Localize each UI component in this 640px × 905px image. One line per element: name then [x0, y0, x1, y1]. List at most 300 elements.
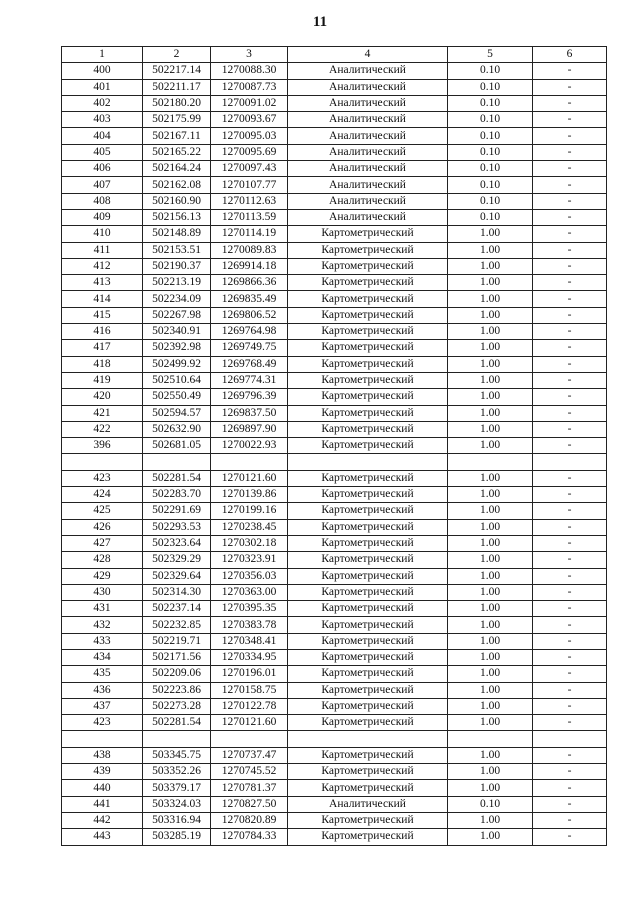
- table-cell: -: [533, 324, 607, 340]
- table-cell: 503285.19: [143, 829, 211, 845]
- table-cell: 411: [62, 242, 143, 258]
- table-cell: 424: [62, 487, 143, 503]
- table-cell: 502323.64: [143, 535, 211, 551]
- table-cell: 405: [62, 144, 143, 160]
- table-cell: 412: [62, 258, 143, 274]
- table-cell: -: [533, 503, 607, 519]
- table-cell: Картометрический: [288, 438, 448, 454]
- table-cell: 1270087.73: [211, 79, 288, 95]
- table-cell: 407: [62, 177, 143, 193]
- table-cell: 408: [62, 193, 143, 209]
- table-cell: 426: [62, 519, 143, 535]
- table-cell: 502219.71: [143, 633, 211, 649]
- table-cell: 503345.75: [143, 747, 211, 763]
- table-cell: 1269897.90: [211, 421, 288, 437]
- table-cell: 1.00: [448, 226, 533, 242]
- table-cell: 1270334.95: [211, 649, 288, 665]
- table-cell: -: [533, 63, 607, 79]
- table-cell: 433: [62, 633, 143, 649]
- table-cell: -: [533, 438, 607, 454]
- table-cell: [448, 731, 533, 747]
- table-cell: 503352.26: [143, 764, 211, 780]
- table-row: [62, 503, 607, 519]
- table-cell: 502237.14: [143, 601, 211, 617]
- table-row: [62, 161, 607, 177]
- table-cell: Картометрический: [288, 617, 448, 633]
- table-cell: -: [533, 421, 607, 437]
- table-cell: 1270199.16: [211, 503, 288, 519]
- table-cell: [533, 454, 607, 470]
- table-cell: 404: [62, 128, 143, 144]
- table-cell: Картометрический: [288, 389, 448, 405]
- table-row: [62, 584, 607, 600]
- table-cell: -: [533, 470, 607, 486]
- table-cell: 0.10: [448, 177, 533, 193]
- table-cell: 1270114.19: [211, 226, 288, 242]
- table-cell: -: [533, 275, 607, 291]
- table-cell: -: [533, 177, 607, 193]
- table-cell: 410: [62, 226, 143, 242]
- table-cell: 415: [62, 307, 143, 323]
- table-cell: 1.00: [448, 633, 533, 649]
- table-row: [62, 698, 607, 714]
- table-cell: 502340.91: [143, 324, 211, 340]
- table-cell: [533, 731, 607, 747]
- table-row: [62, 95, 607, 111]
- table-cell: -: [533, 552, 607, 568]
- table-row: [62, 324, 607, 340]
- table-cell: Картометрический: [288, 487, 448, 503]
- table-row: [62, 747, 607, 763]
- table-cell: 502681.05: [143, 438, 211, 454]
- table-cell: -: [533, 584, 607, 600]
- table-row: [62, 389, 607, 405]
- table-cell: 502392.98: [143, 340, 211, 356]
- table-cell: 1.00: [448, 747, 533, 763]
- table-cell: 1270363.00: [211, 584, 288, 600]
- table-row: [62, 307, 607, 323]
- table-cell: 0.10: [448, 95, 533, 111]
- table-cell: 1270383.78: [211, 617, 288, 633]
- table-cell: Картометрический: [288, 503, 448, 519]
- table-row: [62, 796, 607, 812]
- table-cell: [211, 454, 288, 470]
- table-cell: 1269768.49: [211, 356, 288, 372]
- table-cell: Аналитический: [288, 161, 448, 177]
- table-row: [62, 812, 607, 828]
- table-cell: -: [533, 95, 607, 111]
- table-cell: Картометрический: [288, 405, 448, 421]
- table-row: [62, 780, 607, 796]
- table-cell: 1.00: [448, 552, 533, 568]
- table-cell: Картометрический: [288, 682, 448, 698]
- table-cell: 1.00: [448, 421, 533, 437]
- table-cell: -: [533, 226, 607, 242]
- table-cell: -: [533, 307, 607, 323]
- table-cell: -: [533, 535, 607, 551]
- table-cell: [143, 731, 211, 747]
- table-row: [62, 275, 607, 291]
- table-cell: -: [533, 372, 607, 388]
- table-cell: 1270139.86: [211, 487, 288, 503]
- table-cell: Картометрический: [288, 633, 448, 649]
- table-cell: 1.00: [448, 291, 533, 307]
- table-cell: 1270107.77: [211, 177, 288, 193]
- table-cell: 502180.20: [143, 95, 211, 111]
- table-cell: -: [533, 242, 607, 258]
- table-cell: 439: [62, 764, 143, 780]
- column-header: 6: [533, 47, 607, 63]
- table-cell: Картометрический: [288, 552, 448, 568]
- table-cell: 0.10: [448, 209, 533, 225]
- table-row: [62, 666, 607, 682]
- table-cell: Аналитический: [288, 112, 448, 128]
- table-cell: 1269837.50: [211, 405, 288, 421]
- table-cell: 502171.56: [143, 649, 211, 665]
- column-header: 3: [211, 47, 288, 63]
- table-row: [62, 112, 607, 128]
- table-cell: 502167.11: [143, 128, 211, 144]
- table-cell: -: [533, 829, 607, 845]
- table-cell: 430: [62, 584, 143, 600]
- table-row: [62, 340, 607, 356]
- table-cell: 502550.49: [143, 389, 211, 405]
- table-cell: 0.10: [448, 63, 533, 79]
- table-row: [62, 438, 607, 454]
- table-cell: 1269835.49: [211, 291, 288, 307]
- table-cell: 502211.17: [143, 79, 211, 95]
- table-cell: 1270112.63: [211, 193, 288, 209]
- table-cell: 402: [62, 95, 143, 111]
- table-cell: Картометрический: [288, 242, 448, 258]
- table-row: [62, 193, 607, 209]
- table-cell: 442: [62, 812, 143, 828]
- table-cell: Картометрический: [288, 226, 448, 242]
- table-cell: 1.00: [448, 405, 533, 421]
- table-cell: 1270121.60: [211, 715, 288, 731]
- table-row: [62, 552, 607, 568]
- table-cell: -: [533, 193, 607, 209]
- table-cell: 1.00: [448, 487, 533, 503]
- table-cell: 502232.85: [143, 617, 211, 633]
- table-cell: 502164.24: [143, 161, 211, 177]
- table-cell: 1.00: [448, 258, 533, 274]
- table-cell: 1270089.83: [211, 242, 288, 258]
- table-cell: -: [533, 487, 607, 503]
- table-cell: -: [533, 79, 607, 95]
- table-row: [62, 209, 607, 225]
- column-header: 5: [448, 47, 533, 63]
- table-row: [62, 79, 607, 95]
- table-row: [62, 421, 607, 437]
- table-cell: 502632.90: [143, 421, 211, 437]
- table-cell: 1.00: [448, 503, 533, 519]
- table-cell: 502148.89: [143, 226, 211, 242]
- table-cell: 1269914.18: [211, 258, 288, 274]
- table-cell: -: [533, 796, 607, 812]
- table-cell: Картометрический: [288, 307, 448, 323]
- table-cell: 1270095.03: [211, 128, 288, 144]
- table-cell: 421: [62, 405, 143, 421]
- table-cell: -: [533, 812, 607, 828]
- table-cell: 1.00: [448, 584, 533, 600]
- table-cell: 502281.54: [143, 470, 211, 486]
- table-cell: 1270158.75: [211, 682, 288, 698]
- table-cell: 1270302.18: [211, 535, 288, 551]
- table-cell: -: [533, 258, 607, 274]
- table-cell: 440: [62, 780, 143, 796]
- table-spacer-row: [62, 454, 607, 470]
- table-header-row: [62, 47, 607, 63]
- table-cell: -: [533, 780, 607, 796]
- table-cell: 502510.64: [143, 372, 211, 388]
- table-cell: Картометрический: [288, 715, 448, 731]
- table-cell: 400: [62, 63, 143, 79]
- table-cell: 1270088.30: [211, 63, 288, 79]
- table-cell: 1269749.75: [211, 340, 288, 356]
- table-cell: 1270356.03: [211, 568, 288, 584]
- table-cell: -: [533, 161, 607, 177]
- table-cell: 423: [62, 715, 143, 731]
- table-cell: 409: [62, 209, 143, 225]
- table-cell: 502165.22: [143, 144, 211, 160]
- table-cell: Картометрический: [288, 666, 448, 682]
- table-cell: 1.00: [448, 617, 533, 633]
- table-cell: 1270196.01: [211, 666, 288, 682]
- table-cell: 1269866.36: [211, 275, 288, 291]
- table-cell: Картометрический: [288, 698, 448, 714]
- table-row: [62, 128, 607, 144]
- column-header: 1: [62, 47, 143, 63]
- table-cell: 417: [62, 340, 143, 356]
- table-cell: 0.10: [448, 193, 533, 209]
- table-row: [62, 649, 607, 665]
- table-cell: 437: [62, 698, 143, 714]
- table-row: [62, 487, 607, 503]
- table-cell: Картометрический: [288, 258, 448, 274]
- table-cell: 1270745.52: [211, 764, 288, 780]
- table-cell: 1.00: [448, 519, 533, 535]
- table-cell: 1.00: [448, 649, 533, 665]
- table-cell: 429: [62, 568, 143, 584]
- table-cell: 502217.14: [143, 63, 211, 79]
- table-cell: -: [533, 291, 607, 307]
- table-cell: Картометрический: [288, 421, 448, 437]
- table-row: [62, 633, 607, 649]
- table-cell: Картометрический: [288, 470, 448, 486]
- table-cell: 1270820.89: [211, 812, 288, 828]
- table-cell: 1.00: [448, 356, 533, 372]
- table-row: [62, 535, 607, 551]
- table-cell: 1.00: [448, 780, 533, 796]
- table-row: [62, 601, 607, 617]
- table-row: [62, 617, 607, 633]
- table-cell: 434: [62, 649, 143, 665]
- table-cell: -: [533, 144, 607, 160]
- table-spacer-row: [62, 731, 607, 747]
- table-cell: 1.00: [448, 340, 533, 356]
- table-cell: -: [533, 405, 607, 421]
- table-cell: 503379.17: [143, 780, 211, 796]
- table-cell: [62, 731, 143, 747]
- table-cell: 406: [62, 161, 143, 177]
- table-cell: 432: [62, 617, 143, 633]
- table-cell: 502291.69: [143, 503, 211, 519]
- table-cell: 0.10: [448, 144, 533, 160]
- table-cell: 396: [62, 438, 143, 454]
- table-cell: 435: [62, 666, 143, 682]
- table-cell: -: [533, 764, 607, 780]
- table-cell: -: [533, 617, 607, 633]
- table-cell: 1.00: [448, 698, 533, 714]
- table-cell: 502329.64: [143, 568, 211, 584]
- table-cell: 1270022.93: [211, 438, 288, 454]
- table-row: [62, 715, 607, 731]
- table-cell: 503316.94: [143, 812, 211, 828]
- table-row: [62, 682, 607, 698]
- table-cell: Картометрический: [288, 584, 448, 600]
- table-row: [62, 764, 607, 780]
- table-cell: 502281.54: [143, 715, 211, 731]
- table-cell: 1269806.52: [211, 307, 288, 323]
- table-cell: 1.00: [448, 715, 533, 731]
- table-row: [62, 226, 607, 242]
- table-cell: 503324.03: [143, 796, 211, 812]
- table-cell: 502160.90: [143, 193, 211, 209]
- table-cell: 441: [62, 796, 143, 812]
- table-cell: 418: [62, 356, 143, 372]
- table-cell: 502499.92: [143, 356, 211, 372]
- table-cell: 1270091.02: [211, 95, 288, 111]
- table-cell: 1270737.47: [211, 747, 288, 763]
- table-cell: 403: [62, 112, 143, 128]
- table-cell: -: [533, 389, 607, 405]
- table-cell: 1.00: [448, 764, 533, 780]
- table-cell: 1.00: [448, 242, 533, 258]
- table-cell: Аналитический: [288, 79, 448, 95]
- table-row: [62, 63, 607, 79]
- table-cell: Аналитический: [288, 95, 448, 111]
- table-cell: -: [533, 128, 607, 144]
- table-cell: -: [533, 649, 607, 665]
- table-row: [62, 372, 607, 388]
- table-cell: 502234.09: [143, 291, 211, 307]
- table-cell: 502209.06: [143, 666, 211, 682]
- table-cell: [62, 454, 143, 470]
- table-cell: -: [533, 698, 607, 714]
- table-cell: Аналитический: [288, 796, 448, 812]
- table-cell: 423: [62, 470, 143, 486]
- table-cell: 502273.28: [143, 698, 211, 714]
- table-cell: [143, 454, 211, 470]
- table-cell: 0.10: [448, 79, 533, 95]
- table-cell: 1.00: [448, 601, 533, 617]
- table-cell: 1269796.39: [211, 389, 288, 405]
- table-cell: 502162.08: [143, 177, 211, 193]
- table-cell: 428: [62, 552, 143, 568]
- table-cell: -: [533, 356, 607, 372]
- table-cell: Картометрический: [288, 519, 448, 535]
- table-cell: Аналитический: [288, 209, 448, 225]
- table-cell: 1270323.91: [211, 552, 288, 568]
- table-row: [62, 291, 607, 307]
- table-cell: 1270095.69: [211, 144, 288, 160]
- table-cell: -: [533, 715, 607, 731]
- table-cell: 0.10: [448, 161, 533, 177]
- table-cell: -: [533, 519, 607, 535]
- table-cell: 416: [62, 324, 143, 340]
- table-row: [62, 470, 607, 486]
- table-row: [62, 519, 607, 535]
- table-cell: 502223.86: [143, 682, 211, 698]
- table-cell: -: [533, 747, 607, 763]
- table-cell: 1.00: [448, 568, 533, 584]
- column-header: 4: [288, 47, 448, 63]
- table-row: [62, 568, 607, 584]
- table-cell: 1270238.45: [211, 519, 288, 535]
- table-cell: Аналитический: [288, 144, 448, 160]
- table-row: [62, 405, 607, 421]
- table-cell: [448, 454, 533, 470]
- table-cell: 1.00: [448, 372, 533, 388]
- table-row: [62, 356, 607, 372]
- table-cell: 420: [62, 389, 143, 405]
- table-cell: -: [533, 682, 607, 698]
- table-cell: 1270122.78: [211, 698, 288, 714]
- table-cell: 1270097.43: [211, 161, 288, 177]
- table-cell: 419: [62, 372, 143, 388]
- table-cell: [288, 454, 448, 470]
- table-cell: Картометрический: [288, 601, 448, 617]
- table-cell: Картометрический: [288, 535, 448, 551]
- table-cell: 502153.51: [143, 242, 211, 258]
- table-cell: -: [533, 666, 607, 682]
- table-cell: 431: [62, 601, 143, 617]
- table-cell: 1.00: [448, 470, 533, 486]
- table-cell: 401: [62, 79, 143, 95]
- table-cell: Картометрический: [288, 356, 448, 372]
- table-cell: Картометрический: [288, 649, 448, 665]
- table-cell: 1270781.37: [211, 780, 288, 796]
- table-cell: 502267.98: [143, 307, 211, 323]
- table-cell: 438: [62, 747, 143, 763]
- table-cell: 1.00: [448, 682, 533, 698]
- table-cell: Аналитический: [288, 193, 448, 209]
- table-cell: Картометрический: [288, 324, 448, 340]
- table-cell: Картометрический: [288, 372, 448, 388]
- table-row: [62, 829, 607, 845]
- table-cell: Картометрический: [288, 568, 448, 584]
- table-body: [62, 63, 607, 845]
- page-number: 11: [312, 14, 328, 30]
- table-cell: 502293.53: [143, 519, 211, 535]
- column-header: 2: [143, 47, 211, 63]
- table-cell: Аналитический: [288, 63, 448, 79]
- table-cell: 1.00: [448, 829, 533, 845]
- table-cell: 425: [62, 503, 143, 519]
- table-cell: Картометрический: [288, 747, 448, 763]
- table-cell: 1.00: [448, 389, 533, 405]
- table-cell: Картометрический: [288, 829, 448, 845]
- table-cell: 502190.37: [143, 258, 211, 274]
- table-cell: 1.00: [448, 812, 533, 828]
- table-cell: 502156.13: [143, 209, 211, 225]
- table-cell: 414: [62, 291, 143, 307]
- table-cell: Картометрический: [288, 340, 448, 356]
- table-cell: [211, 731, 288, 747]
- table-cell: 502283.70: [143, 487, 211, 503]
- table-cell: -: [533, 633, 607, 649]
